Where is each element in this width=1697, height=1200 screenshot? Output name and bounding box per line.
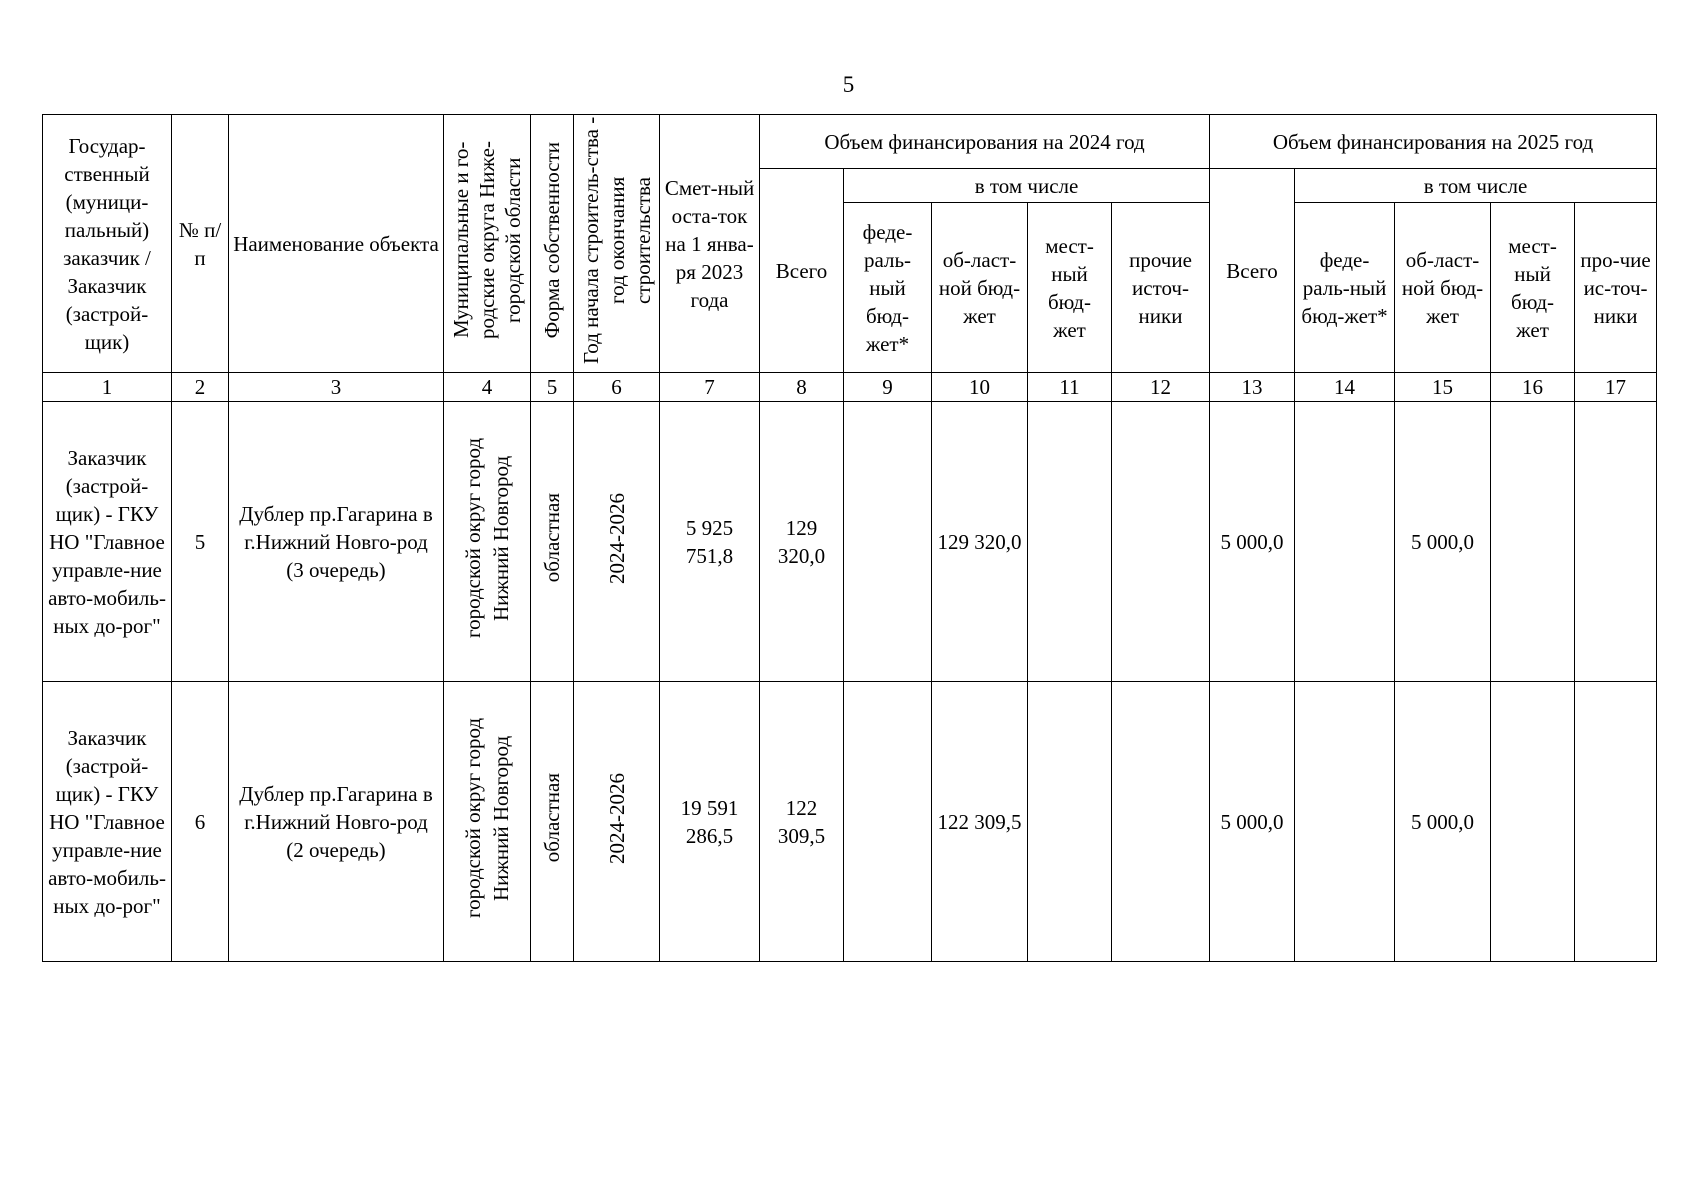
years-cell: [574, 682, 660, 962]
years-cell: [574, 402, 660, 682]
ownership-cell: [531, 402, 574, 682]
local-2024-cell: [1028, 402, 1112, 682]
header-years-text: Год начала строитель-ства - год окончания строительства: [579, 116, 655, 364]
other-2025-cell: [1575, 682, 1657, 962]
regional-2025-cell: 5 000,0: [1395, 402, 1491, 682]
ownership-cell: [531, 682, 574, 962]
column-number: 10: [932, 373, 1028, 402]
row-number-cell: 5: [172, 402, 229, 682]
header-regional-2025: об-ласт-ной бюд-жет: [1395, 203, 1491, 373]
header-remainder: Смет-ный оста-ток на 1 янва-ря 2023 года: [660, 115, 760, 373]
total-2025-cell: 5 000,0: [1210, 682, 1295, 962]
object-name-cell: Дублер пр.Гагарина в г.Нижний Новго-род (3 очередь): [229, 402, 444, 682]
header-including-2024: в том числе: [844, 169, 1210, 203]
customer-cell: Заказчик (застрой-щик) - ГКУ НО "Главное управле-ние авто-мобиль-ных до-рог": [43, 682, 172, 962]
financing-table: [42, 114, 1657, 962]
column-number: 5: [531, 373, 574, 402]
federal-2025-cell: [1295, 402, 1395, 682]
header-group-2024: Объем финансирования на 2024 год: [760, 115, 1210, 169]
page-number: 5: [842, 72, 855, 97]
federal-2025-cell: [1295, 682, 1395, 962]
column-number: 11: [1028, 373, 1112, 402]
regional-2024-cell: 122 309,5: [932, 682, 1028, 962]
column-number: 17: [1575, 373, 1657, 402]
column-number: 3: [229, 373, 444, 402]
municipality-text: городской округ город Нижний Новгород: [461, 437, 513, 639]
header-number: № п/п: [172, 115, 229, 373]
ownership-text: областная: [540, 773, 564, 863]
column-number: 4: [444, 373, 531, 402]
header-other-2025: про-чие ис-точ-ники: [1575, 203, 1657, 373]
total-2025-cell: 5 000,0: [1210, 402, 1295, 682]
local-2025-cell: [1491, 402, 1575, 682]
ownership-text: областная: [540, 493, 564, 583]
column-numbers-row: [43, 373, 1657, 402]
header-row-1: [43, 115, 1657, 169]
header-municipality-text: Муниципальные и го-родские округа Ниже-городской области: [449, 141, 525, 339]
column-number: 7: [660, 373, 760, 402]
years-text: 2024-2026: [604, 772, 629, 864]
header-object-name: Наименование объекта: [229, 115, 444, 373]
regional-2025-cell: 5 000,0: [1395, 682, 1491, 962]
federal-2024-cell: [844, 402, 932, 682]
federal-2024-cell: [844, 682, 932, 962]
header-regional-2024: об-ласт-ной бюд-жет: [932, 203, 1028, 373]
column-number: 9: [844, 373, 932, 402]
column-number: 14: [1295, 373, 1395, 402]
table-row: [43, 402, 1657, 682]
municipality-text: городской округ город Нижний Новгород: [461, 717, 513, 919]
header-local-2025: мест-ный бюд-жет: [1491, 203, 1575, 373]
object-name-cell: Дублер пр.Гагарина в г.Нижний Новго-род (2 очередь): [229, 682, 444, 962]
column-number: 8: [760, 373, 844, 402]
municipality-cell: [444, 402, 531, 682]
total-2024-cell: 129 320,0: [760, 402, 844, 682]
total-2024-cell: 122 309,5: [760, 682, 844, 962]
header-municipality: [444, 115, 531, 373]
header-ownership: [531, 115, 574, 373]
header-years: [574, 115, 660, 373]
column-number: 15: [1395, 373, 1491, 402]
column-number: 16: [1491, 373, 1575, 402]
header-total-2025: Всего: [1210, 169, 1295, 373]
other-2024-cell: [1112, 682, 1210, 962]
remainder-cell: 19 591 286,5: [660, 682, 760, 962]
regional-2024-cell: 129 320,0: [932, 402, 1028, 682]
header-federal-2024: феде-раль-ный бюд-жет*: [844, 203, 932, 373]
local-2025-cell: [1491, 682, 1575, 962]
column-number: 2: [172, 373, 229, 402]
column-number: 12: [1112, 373, 1210, 402]
customer-cell: Заказчик (застрой-щик) - ГКУ НО "Главное управле-ние авто-мобиль-ных до-рог": [43, 402, 172, 682]
header-group-2025: Объем финансирования на 2025 год: [1210, 115, 1657, 169]
other-2024-cell: [1112, 402, 1210, 682]
header-local-2024: мест-ный бюд-жет: [1028, 203, 1112, 373]
local-2024-cell: [1028, 682, 1112, 962]
header-including-2025: в том числе: [1295, 169, 1657, 203]
header-ownership-text: Форма собственности: [540, 141, 564, 339]
header-total-2024: Всего: [760, 169, 844, 373]
other-2025-cell: [1575, 402, 1657, 682]
remainder-cell: 5 925 751,8: [660, 402, 760, 682]
years-text: 2024-2026: [604, 492, 629, 584]
row-number-cell: 6: [172, 682, 229, 962]
column-number: 13: [1210, 373, 1295, 402]
column-number: 6: [574, 373, 660, 402]
table-row: [43, 682, 1657, 962]
municipality-cell: [444, 682, 531, 962]
header-other-2024: прочие источ-ники: [1112, 203, 1210, 373]
header-customer: Государ-ственный (муници-пальный) заказчик / Заказчик (застрой-щик): [43, 115, 172, 373]
header-federal-2025: феде-раль-ный бюд-жет*: [1295, 203, 1395, 373]
column-number: 1: [43, 373, 172, 402]
